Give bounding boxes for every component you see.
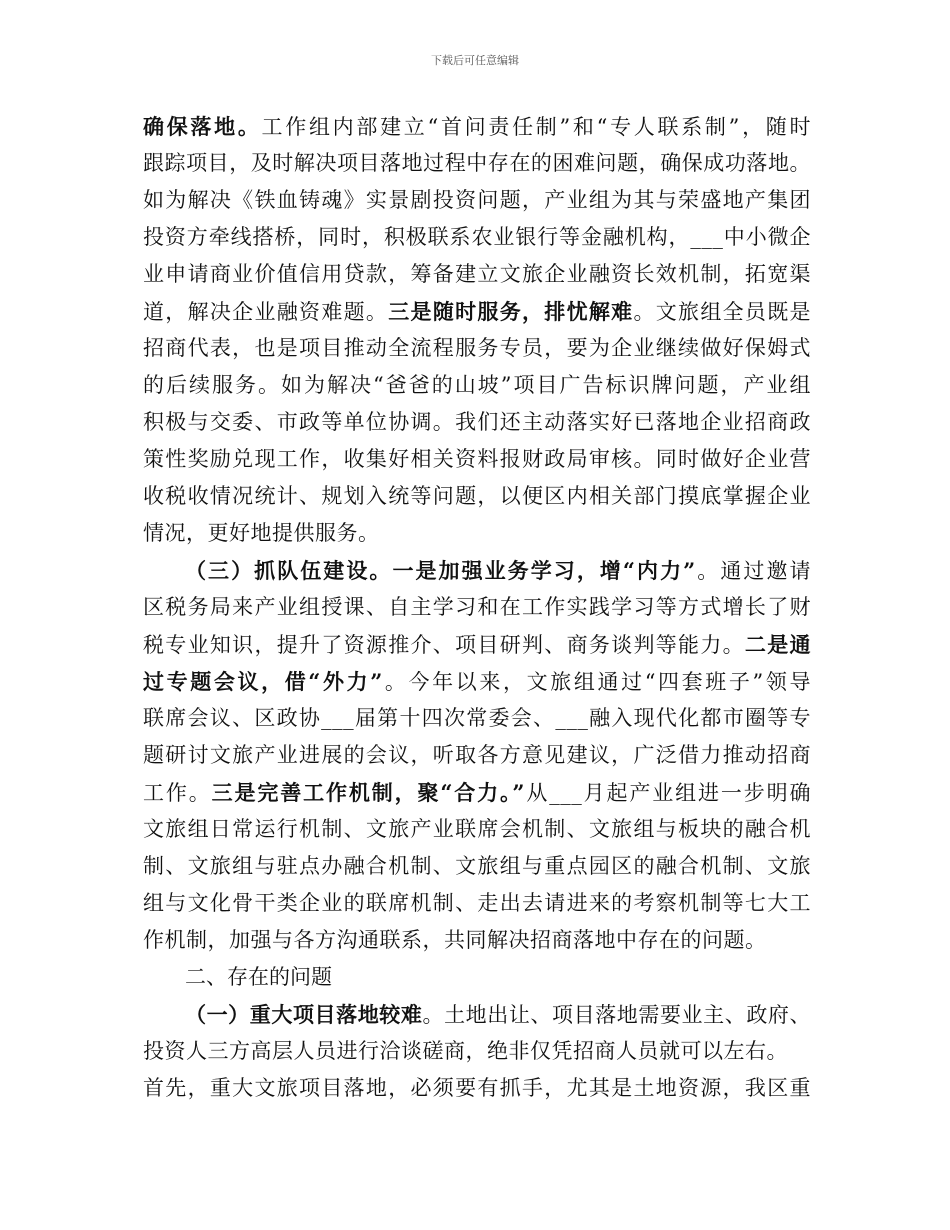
text-run: 招商代表，也是项目推动全流程服务专员，要为企业继续做好保姆式 [143,336,811,360]
text-run: 收税收情况统计、规划入统等问题，以便区内相关部门摸底掌握企业 [143,484,811,508]
text-run: 首先，重大文旅项目落地，必须要有抓手，尤其是土地资源，我区重 [143,1076,811,1100]
text-line [143,1033,811,1070]
text-run: 。通过邀请 [695,559,811,583]
document-body [143,108,811,1107]
text-line [143,330,811,367]
bold-text: （一）重大项目落地较难 [185,1002,423,1027]
text-line [143,663,811,700]
text-run: 投资人三方高层人员进行洽谈磋商，绝非仅凭招商人员就可以左右。 [143,1039,788,1063]
text-run: 道，解决企业融资难题。 [143,300,389,324]
text-line [143,108,811,145]
text-run: 投资方牵线搭桥，同时，积极联系农业银行等金融机构，___中小微企 [143,225,811,249]
text-line [143,922,811,959]
text-line [143,478,811,515]
section-heading [143,959,811,996]
text-run: 业申请商业价值信用贷款，筹备建立文旅企业融资长效机制，拓宽渠 [143,262,811,286]
text-line [143,1070,811,1107]
text-line [143,589,811,626]
text-line [143,737,811,774]
bold-text: 确保落地。 [143,114,262,139]
bold-text: 三是随时服务，排忧解难 [388,299,634,324]
text-line [143,367,811,404]
text-line [143,293,811,330]
text-run: 的后续服务。如为解决“爸爸的山坡”项目广告标识牌问题，产业组 [143,373,811,397]
text-line [143,404,811,441]
text-run: 组与文化骨干类企业的联席机制、走出去请进来的考察机制等七大工 [143,891,811,915]
bold-text: 二是通 [744,632,811,657]
bold-text: 过专题会议，借“外力” [143,669,383,694]
bold-text: （三）抓队伍建设。一是加强业务学习，增“内力” [185,558,696,583]
page-header-note: 下载后可任意编辑 [431,54,519,67]
text-line [143,774,811,811]
text-line [143,811,811,848]
text-line [143,848,811,885]
text-run: 。土地出让、项目落地需要业主、政府、 [422,1003,811,1027]
bold-text: 三是完善工作机制，聚“合力。” [211,780,526,805]
text-run: 跟踪项目，及时解决项目落地过程中存在的困难问题，确保成功落地。 [143,151,811,175]
text-run: 如为解决《铁血铸魂》实景剧投资问题，产业组为其与荣盛地产集团 [143,188,811,212]
text-run: 工作组内部建立“首问责任制”和“专人联系制”，随时 [261,115,811,139]
text-run: 。今年以来，文旅组通过“四套班子”领导 [382,670,811,694]
text-line [143,182,811,219]
text-run: 制、文旅组与驻点办融合机制、文旅组与重点园区的融合机制、文旅 [143,854,811,878]
text-run: 工作。 [143,781,212,805]
text-run: 税专业知识，提升了资源推介、项目研判、商务谈判等能力。 [143,633,745,657]
text-run: 区税务局来产业组授课、自主学习和在工作实践学习等方式增长了财 [143,595,811,619]
text-run: 作机制，加强与各方沟通联系，共同解决招商落地中存在的问题。 [143,928,767,952]
text-run: 积极与交委、市政等单位协调。我们还主动落实好已落地企业招商政 [143,410,811,434]
text-line [143,552,811,589]
text-line [143,515,811,552]
text-line [143,885,811,922]
text-run: 文旅组日常运行机制、文旅产业联席会机制、文旅组与板块的融合机 [143,817,811,841]
text-run: 情况，更好地提供服务。 [143,521,380,545]
text-line [143,441,811,478]
text-line [143,145,811,182]
text-run: 。文旅组全员既是 [633,300,811,324]
text-run: 联席会议、区政协___届第十四次常委会、___融入现代化都市圈等专 [143,706,811,730]
text-run: 策性奖励兑现工作，收集好相关资料报财政局审核。同时做好企业营 [143,447,811,471]
text-line [143,700,811,737]
text-line [143,219,811,256]
text-line [143,996,811,1033]
text-run: 题研讨文旅产业进展的会议，听取各方意见建议，广泛借力推动招商 [143,743,811,767]
text-line [143,256,811,293]
text-run: 二、存在的问题 [185,965,332,989]
text-run: 从___月起产业组进一步明确 [525,781,811,805]
text-line [143,626,811,663]
